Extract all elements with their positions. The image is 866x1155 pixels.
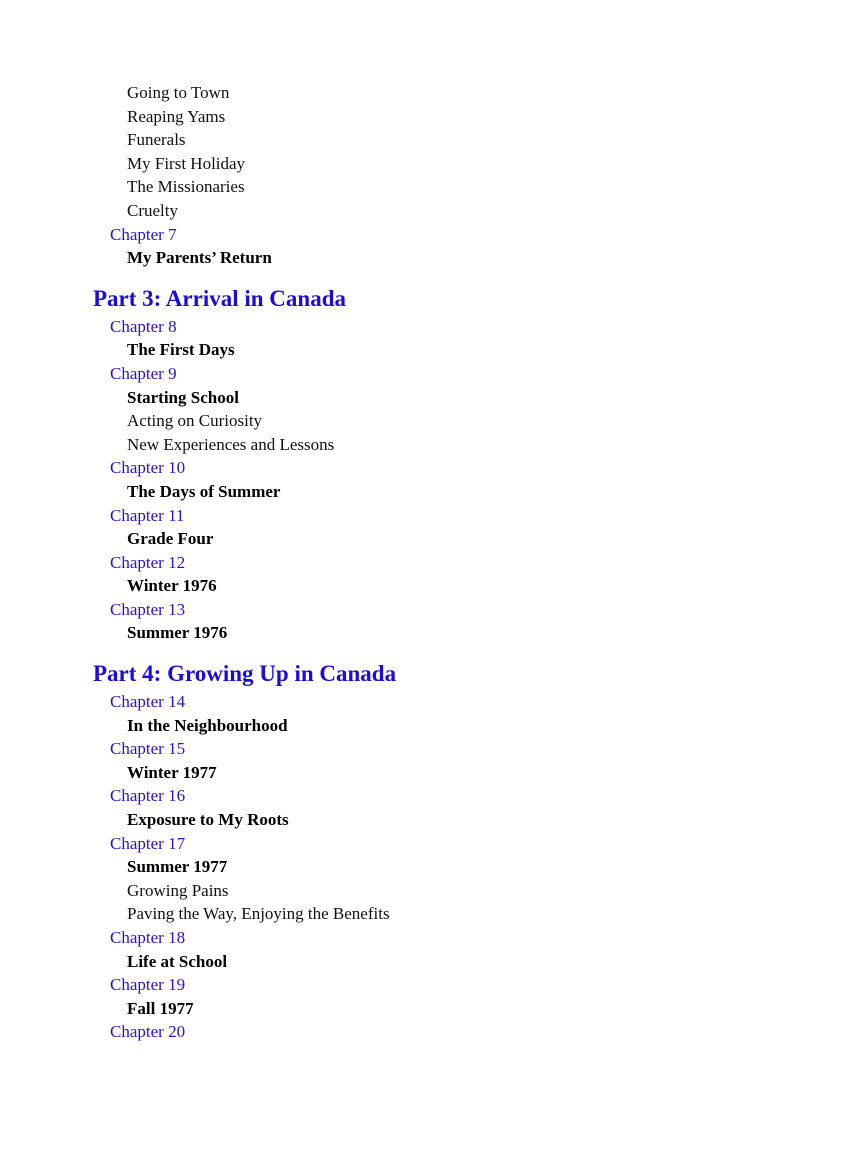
chapter-link[interactable]: Chapter 7	[110, 224, 177, 244]
chapter-title: Summer 1977	[127, 857, 228, 877]
chapter-title: Winter 1977	[127, 762, 217, 782]
chapter-title: Summer 1976	[127, 623, 228, 643]
chapter-link[interactable]: Chapter 11	[110, 505, 185, 525]
chapter-link[interactable]: Chapter 10	[110, 458, 186, 478]
section-entry: Going to Town	[127, 83, 230, 102]
section-entry: New Experiences and Lessons	[127, 434, 335, 454]
chapter-link[interactable]: Chapter 20	[110, 1022, 186, 1042]
section-entry: My First Holiday	[127, 153, 246, 173]
section-entry: Cruelty	[127, 200, 178, 220]
section-entry: Paving the Way, Enjoying the Benefits	[127, 904, 390, 924]
chapter-link[interactable]: Chapter 15	[110, 739, 186, 759]
chapter-link[interactable]: Chapter 12	[110, 552, 186, 572]
chapter-link[interactable]: Chapter 9	[110, 363, 177, 383]
part-heading-link[interactable]: Part 4: Growing Up in Canada	[93, 661, 397, 687]
chapter-link[interactable]: Chapter 13	[110, 599, 186, 619]
section-entry: Funerals	[127, 130, 186, 150]
chapter-title: Life at School	[127, 951, 228, 971]
section-entry: Acting on Curiosity	[127, 411, 263, 431]
chapter-title: Winter 1976	[127, 576, 217, 596]
chapter-link[interactable]: Chapter 14	[110, 692, 186, 712]
chapter-link[interactable]: Chapter 16	[110, 786, 186, 806]
chapter-link[interactable]: Chapter 17	[110, 833, 186, 853]
part-heading-link[interactable]: Part 3: Arrival in Canada	[93, 285, 346, 311]
chapter-title: Starting School	[127, 387, 239, 407]
chapter-title: My Parents’ Return	[127, 248, 272, 268]
section-entry: Growing Pains	[127, 880, 229, 900]
chapter-link[interactable]: Chapter 19	[110, 975, 186, 995]
chapter-title: In the Neighbourhood	[127, 715, 288, 735]
chapter-link[interactable]: Chapter 18	[110, 928, 186, 947]
chapter-link[interactable]: Chapter 8	[110, 316, 177, 336]
section-entry: Reaping Yams	[127, 106, 226, 126]
chapter-title: Fall 1977	[127, 998, 194, 1018]
chapter-title: The Days of Summer	[127, 481, 281, 501]
chapter-title: Grade Four	[127, 529, 214, 549]
section-entry: The Missionaries	[127, 177, 245, 197]
chapter-title: The First Days	[127, 340, 235, 360]
chapter-title: Exposure to My Roots	[127, 810, 289, 830]
